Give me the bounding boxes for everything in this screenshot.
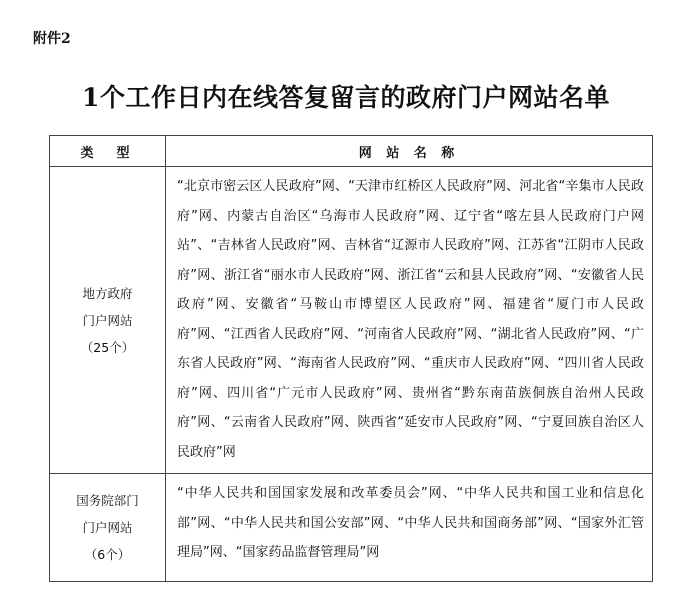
page-title: 1个工作日内在线答复留言的政府门户网站名单 bbox=[82, 83, 610, 112]
site-names-cell: “中华人民共和国国家发展和改革委员会”网、“中华人民共和国工业和信息化部”网、“中华人民共和国公安部”网、“中华人民共和国商务部”网、“国家外汇管理局”网、“国家药品监督管理局”网 bbox=[166, 474, 653, 582]
table-header-row bbox=[50, 136, 653, 167]
type-label: 门户网站 bbox=[82, 312, 133, 328]
type-cell bbox=[50, 167, 166, 474]
header-type: 类 型 bbox=[50, 136, 166, 167]
type-label: 门户网站 bbox=[82, 520, 133, 535]
type-count: （25个） bbox=[80, 339, 135, 355]
site-names-cell: “北京市密云区人民政府”网、“天津市红桥区人民政府”网、河北省“辛集市人民政府”网、内蒙古自治区“乌海市人民政府”网、辽宁省“喀左县人民政府门户网站”、“吉林省人民政府”网、吉林省“辽源市人民政府”网、江苏省“江阴市人民政府”网、浙江省“丽水市人民政府”网、浙江省“云和县人民政府”网、“安徽省人民政府”网、安徽省“马鞍山市博望区人民政府”网、福建省“厦门市人民政府”网、“江西省人民政府”网、“河南省人民政府”网、“湖北省人民政府”网、“广东省人民政府”网、“海南省人民政府”网、“重庆市人民政府”网、“四川省人民政府”网、四川省“广元市人民政府”网、贵州省“黔东南苗族侗族自治州人民政府”网、“云南省人民政府”网、陕西省“延安市人民政府”网、“宁夏回族自治区人民政府”网 bbox=[166, 167, 653, 474]
table-row bbox=[50, 167, 653, 474]
table-row bbox=[50, 474, 653, 582]
website-list-table bbox=[49, 135, 653, 582]
type-label: 地方政府 bbox=[82, 285, 133, 301]
attachment-label: 附件2 bbox=[33, 31, 71, 47]
type-label: 国务院部门 bbox=[76, 493, 139, 508]
type-count: （6个） bbox=[84, 547, 131, 562]
header-site-names: 网 站 名 称 bbox=[166, 136, 653, 167]
type-cell bbox=[50, 474, 166, 582]
